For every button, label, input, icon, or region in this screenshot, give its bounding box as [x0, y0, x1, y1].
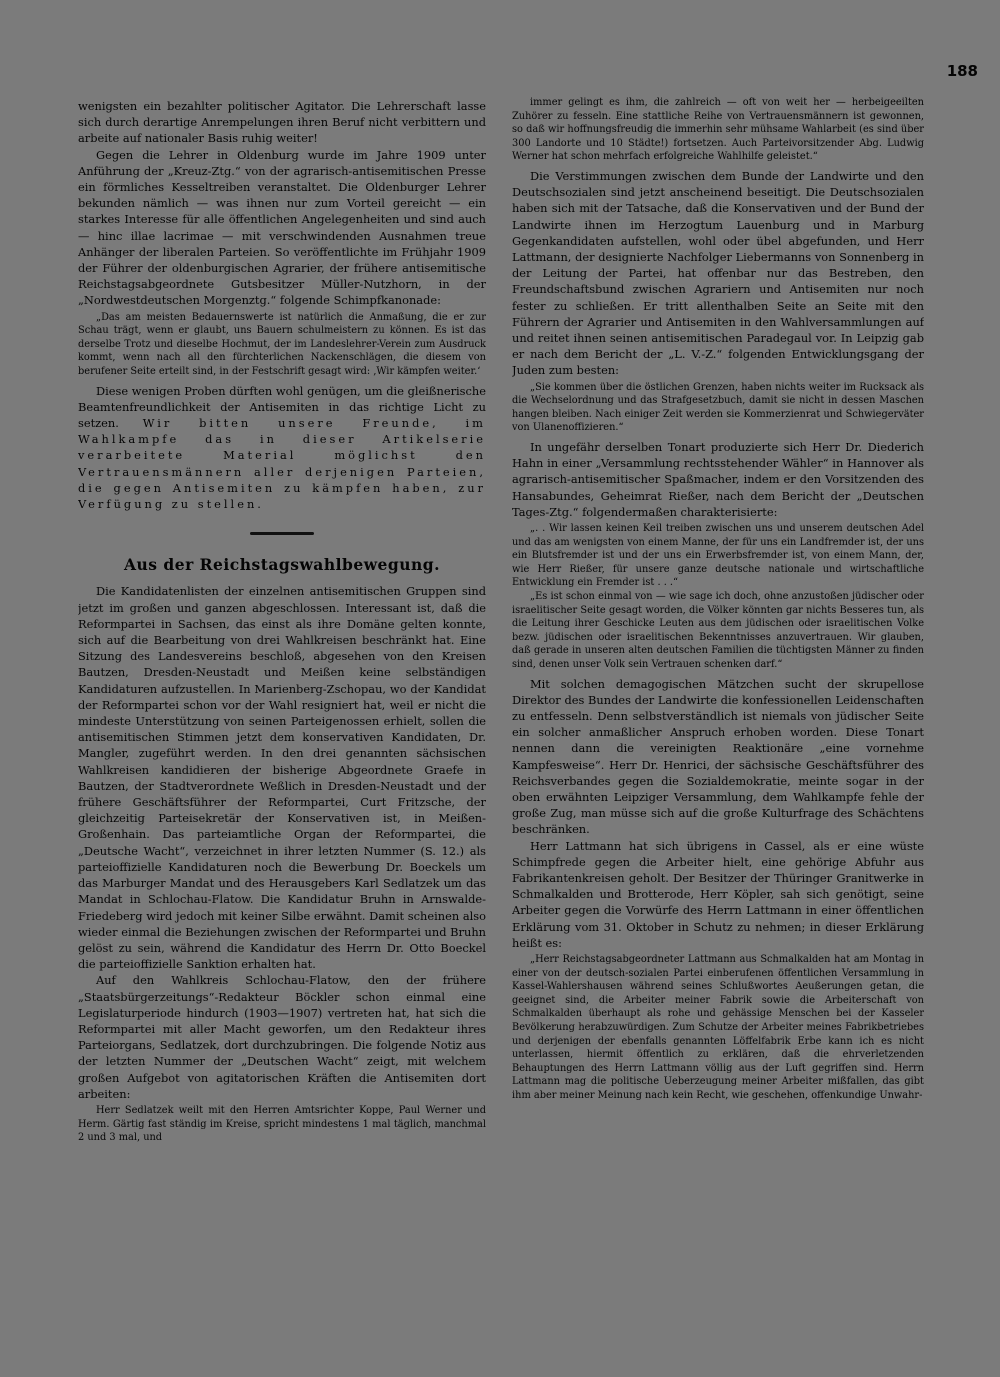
- quote-text: immer gelingt es ihm, die zahlreich — oft von weit her — herbeigeeilten Zuhörer zu fesseln. Eine stattliche Reihe von Vertrauensmännern ist gewonnen, so daß wir hoffnungsfreudig die immerhin sehr mühsame Wahlarbeit (es sind über 300 Landorte und 10 Städte!) fortsetzen. Auch Parteivorsitzender Abg. Ludwig Werner hat schon mehrfach erfolgreiche Wahlhilfe geleistet.“: [512, 97, 924, 163]
- paragraph: Gegen die Lehrer in Oldenburg wurde im Jahre 1909 unter Anführung der „Kreuz-Ztg.“ von der agrarisch-antisemitischen Presse ein förmliches Kesseltreiben veranstaltet. Die Oldenburger Lehrer bekunden nämlich — was ihnen nur zum Vorteil gereicht — ein starkes Interesse für alle öffentlichen Angelegenheiten und sind auch — hinc illae lacrimae — mit verschwindenden Ausnahmen treue Anhänger der liberalen Parteien. So veröffentlichte im Frühjahr 1909 der Führer der oldenburgischen Agrarier, der frühere antisemitische Reichstagsabgeordnete Gutsbesitzer Müller-Nutzhorn, in der „Nordwestdeutschen Morgenztg.“ folgende Schimpfkanonade:: [78, 147, 486, 308]
- quote-block: [512, 381, 924, 435]
- paragraph: Herr Lattmann hat sich übrigens in Cassel, als er eine wüste Schimpfrede gegen die Arbeiter hielt, eine gehörige Abfuhr aus Fabrikantenkreisen geholt. Der Besitzer der Thüringer Granitwerke in Schmalkalden und Brotterode, Herr Köpler, sah sich genötigt, seine Arbeiter gegen die Vorwürfe des Herrn Lattmann in einer öffentlichen Erklärung vom 31. Oktober in Schutz zu nehmen; in dieser Erklärung heißt es:: [512, 838, 924, 950]
- page-number: 188: [946, 62, 978, 80]
- quote-block: [78, 311, 486, 379]
- paragraph: Die Verstimmungen zwischen dem Bunde der Landwirte und den Deutschsozialen sind jetzt anscheinend beseitigt. Die Deutschsozialen haben sich mit der Tatsache, daß die Konservativen und der Bund der Landwirte ihnen im Herzogtum Lauenburg und in Marburg Gegenkandidaten aufstellen, wohl oder übel abgefunden, und Herr Lattmann, der designierte Nachfolger Liebermanns von Sonnenberg in der Leitung der Partei, hat offenbar nur das Bestreben, den Freundschaftsbund zwischen Agrariern und Antisemiten nur noch fester zu schließen. Er tritt allenthalben Seite an Seite mit den Führern der Agrarier und Antisemiten in den Wahlversammlungen auf und reitet ihnen seinen antisemitischen Paradegaul vor. In Leipzig gab er nach dem Bericht der „L. V.-Z.“ folgenden Entwicklungsgang der Juden zum besten:: [512, 168, 924, 378]
- paragraph: [78, 383, 486, 513]
- paragraph: In ungefähr derselben Tonart produzierte sich Herr Dr. Diederich Hahn in einer „Versammlung rechtsstehender Wähler“ in Hannover als agrarisch-antisemitischer Spaßmacher, indem er den Vorsitzenden des Hansabundes, Geheimrat Rießer, nach dem Bericht der „Deutschen Tages-Ztg.“ folgendermaßen charakterisierte:: [512, 439, 924, 519]
- paragraph: wenigsten ein bezahlter politischer Agitator. Die Lehrerschaft lasse sich durch derartige Anrempelungen ihren Beruf nicht verbittern und arbeite auf nationaler Basis ruhig weiter!: [78, 99, 486, 146]
- quote-text: „. . Wir lassen keinen Keil treiben zwischen uns und unserem deutschen Adel und das am wenigsten von einem Manne, der für uns ein Landfremder ist, der uns ein Blutsfremder ist und der uns ein Erwerbsfremder ist, von einem Mann, der, wie Herr Rießer, für unsere ganze deutsche nationale und wirtschaftliche Entwicklung ein Fremder ist . . .“: [512, 523, 924, 589]
- section-divider: [250, 532, 314, 535]
- left-column: [78, 98, 486, 1323]
- paragraph-text: Diese wenigen Proben dürften wohl genügen, um die gleißnerische Beamtenfreundlichkeit der Antisemiten in das richtige Licht zu setzen.: [78, 383, 486, 431]
- section-heading: Aus der Reichstagswahlbewegung.: [123, 555, 441, 575]
- quote-text: „Sie kommen über die östlichen Grenzen, haben nichts weiter im Rucksack als die Wechselordnung und das Strafgesetzbuch, damit sie nicht in dessen Maschen hangen bleiben. Nach einiger Zeit werden sie Kommerzienrat und Schwiegerväter von Ulanenoffizieren.“: [512, 381, 924, 434]
- quote-text: „Herr Reichstagsabgeordneter Lattmann aus Schmalkalden hat am Montag in einer von der deutsch-sozialen Partei einberufenen öffentlichen Versammlung in Kassel-Wahlershausen während seines Schlußwortes Aeußerungen getan, die geeignet sind, die Arbeiter meiner Fabrik sowie die Arbeiterschaft von Schmalkalden überhaupt als rohe und gehässige Menschen bei der Kasseler Bevölkerung herabzuwürdigen. Zum Schutze der Arbeiter meines Fabrikbetriebes und derjenigen der ebenfalls genannten Löffelfabrik Erbe kann ich es nicht unterlassen, hiermit öffentlich zu erklären, daß die ehrverletzenden Behauptungen des Herrn Lattmann völlig aus der Luft gegriffen sind. Herrn Lattmann mag die politische Ueberzeugung meiner Arbeiter mißfallen, das gibt ihm aber meiner Meinung nach kein Recht, wie geschehen, offenkundige Unwahr-: [512, 953, 924, 1101]
- quote-block: [512, 96, 924, 164]
- quote-block: [78, 1104, 486, 1145]
- paragraph: Die Kandidatenlisten der einzelnen antisemitischen Gruppen sind jetzt im großen und ganzen abgeschlossen. Interessant ist, daß die Reformpartei in Sachsen, das einst als ihre Domäne gelten konnte, sich auf die Bearbeitung von drei Wahlkreisen beschränkt hat. Eine Sitzung des Landesvereins beschloß, abgesehen von den Kreisen Bautzen, Dresden-Neustadt und Meißen keine selbständigen Kandidaturen aufzustellen. In Marienberg-Zschopau, wo der Kandidat der Reformpartei schon vor der Wahl resigniert hat, weil er nicht die mindeste Unterstützung von seinen Parteigenossen erhielt, sollen die antisemitischen Stimmen jetzt dem konservativen Kandidaten, Dr. Mangler, zugeführt werden. In den drei genannten sächsischen Wahlkreisen kandidieren der bisherige Abgeordnete Graefe in Bautzen, der Stadtverordnete Weßlich in Dresden-Neustadt und der frühere Geschäftsführer der Reformpartei, Curt Fritzsche, der gleichzeitig Parteisekretär der Konservativen ist, in Meißen-Großenhain. Das parteiamtliche Organ der Reformpartei, die „Deutsche Wacht“, verzeichnet in ihrer letzten Nummer (S. 12.) als parteioffizielle Kandidaturen noch die Bewerbung Dr. Boeckels um das Marburger Mandat und des Herausgebers Karl Sedlatzek um das Mandat in Schlochau-Flatow. Die Kandidatur Bruhn in Arnswalde-Friedeberg wird jedoch mit keiner Silbe erwähnt. Damit scheinen also wieder einmal die Beziehungen zwischen der Reformpartei und Bruhn gelöst zu sein, während die Kandidatur des Herrn Dr. Otto Boeckel die parteioffizielle Sanktion erhalten hat.: [78, 584, 486, 972]
- paragraph: Mit solchen demagogischen Mätzchen sucht der skrupellose Direktor des Bundes der Landwirte die konfessionellen Leidenschaften zu entfesseln. Denn selbstverständlich ist niemals von jüdischer Seite ein solcher anmaßlicher Anspruch erhoben worden. Diese Tonart nennen dann die vereinigten Reaktionäre „eine vornehme Kampfesweise“. Herr Dr. Henrici, der sächsische Geschäftsführer des Reichsverbandes gegen die Sozialdemokratie, meinte sogar in der oben erwähnten Leipziger Versammlung, dem Wahlkampfe fehle der große Zug, man müsse sich auf die große Kulturfrage des Schächtens beschränken.: [512, 676, 924, 837]
- quote-block: [512, 522, 924, 672]
- quote-text: „Das am meisten Bedauernswerte ist natürlich die Anmaßung, die er zur Schau trägt, wenn er glaubt, uns Bauern schulmeistern zu können. Es ist das derselbe Trotz und dieselbe Hochmut, der im Landeslehrer-Verein zum Ausdruck kommt, wenn nach all den fürchterlichen Nackenschlägen, die diesem von berufener Seite erteilt sind, in der Festschrift gesagt wird: ‚Wir kämpfen weiter.‘: [78, 311, 486, 378]
- spaced-emphasis-text: Wir bitten unsere Freunde, im Wahlkampfe das in dieser Artikelserie verarbeitete Material möglichst den Vertrauensmännern aller derjenigen Parteien, die gegen Antisemiten zu kämpfen haben, zur Verfügung zu stellen.: [78, 416, 486, 512]
- right-column: [512, 96, 924, 1316]
- paragraph: Auf den Wahlkreis Schlochau-Flatow, den der frühere „Staatsbürgerzeitungs“-Redakteur Böckler schon einmal eine Legislaturperiode hindurch (1903—1907) vertreten hat, hat sich die Reformpartei mit aller Macht geworfen, um den Redakteur ihres Parteiorgans, Sedlatzek, dort durchzubringen. Die folgende Notiz aus der letzten Nummer der „Deutschen Wacht“ zeigt, mit welchem großen Aufgebot von agitatorischen Kräften die Antisemiten dort arbeiten:: [78, 973, 486, 1101]
- quote-block: [512, 953, 924, 1103]
- quote-text: „Es ist schon einmal von — wie sage ich doch, ohne anzustoßen jüdischer oder israelitischer Seite gesagt worden, die Völker könnten gar nichts Besseres tun, als die Leitung ihrer Geschicke Leuten aus dem jüdischen oder israelitischen Volke bezw. jüdischen oder israelitischen Bekenntnisses anzuvertrauen. Wir glauben, daß gerade in unseren alten deutschen Familien die tüchtigsten Männer zu finden sind, denen unser Volk sein Vertrauen schenken darf.“: [512, 590, 924, 670]
- quote-text: Herr Sedlatzek weilt mit den Herren Amtsrichter Koppe, Paul Werner und Herm. Gärtig fast ständig im Kreise, spricht mindestens 1 mal täglich, manchmal 2 und 3 mal, und: [78, 1104, 486, 1144]
